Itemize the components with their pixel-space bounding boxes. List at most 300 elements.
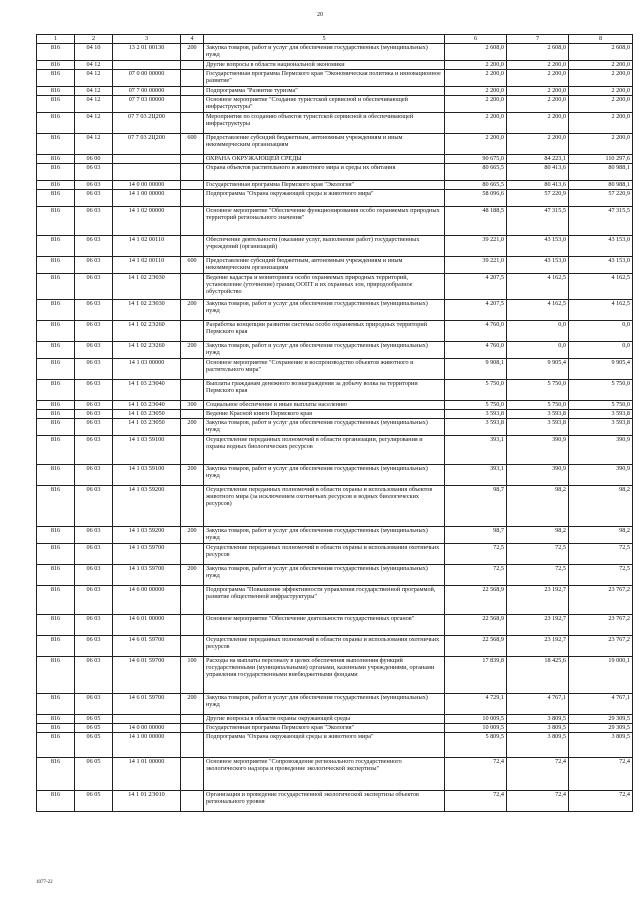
amount-year2-cell: 2 200,0 bbox=[507, 96, 569, 113]
amount-year1-cell: 2 608,0 bbox=[445, 44, 507, 61]
amount-year3-cell: 2 200,0 bbox=[569, 96, 633, 113]
budget-table bbox=[36, 34, 633, 812]
amount-year1-cell: 9 908,1 bbox=[445, 359, 507, 380]
expense-type-cell: 600 bbox=[181, 257, 204, 274]
gov-code-cell: 816 bbox=[37, 733, 75, 758]
amount-year2-cell: 4 767,1 bbox=[507, 694, 569, 715]
target-article-cell: 14 6 01 59700 bbox=[113, 657, 181, 694]
section-cell: 06 03 bbox=[75, 615, 113, 636]
amount-year1-cell: 48 188,5 bbox=[445, 207, 507, 236]
target-article-cell: 14 1 00 00000 bbox=[113, 190, 181, 207]
expense-type-cell bbox=[181, 190, 204, 207]
gov-code-cell: 816 bbox=[37, 274, 75, 300]
amount-year3-cell: 19 000,1 bbox=[569, 657, 633, 694]
target-article-cell bbox=[113, 164, 181, 181]
amount-year1-cell: 2 200,0 bbox=[445, 96, 507, 113]
section-cell: 06 03 bbox=[75, 257, 113, 274]
description-cell: Подпрограмма "Развитие туризма" bbox=[204, 87, 445, 96]
table-row bbox=[37, 96, 633, 113]
target-article-cell: 14 1 03 59700 bbox=[113, 565, 181, 586]
table-row bbox=[37, 134, 633, 155]
target-article-cell: 14 1 03 59700 bbox=[113, 544, 181, 565]
table-row bbox=[37, 733, 633, 758]
amount-year2-cell: 0,0 bbox=[507, 342, 569, 359]
expense-type-cell: 200 bbox=[181, 465, 204, 486]
section-cell: 06 03 bbox=[75, 694, 113, 715]
amount-year3-cell: 3 809,5 bbox=[569, 733, 633, 758]
expense-type-cell bbox=[181, 544, 204, 565]
amount-year1-cell: 2 200,0 bbox=[445, 134, 507, 155]
table-row bbox=[37, 164, 633, 181]
target-article-cell: 14 1 03 59100 bbox=[113, 436, 181, 465]
gov-code-cell: 816 bbox=[37, 207, 75, 236]
description-cell: Закупка товаров, работ и услуг для обеспечения государственных (муниципальных) нужд bbox=[204, 527, 445, 544]
expense-type-cell: 200 bbox=[181, 565, 204, 586]
amount-year1-cell: 10 009,5 bbox=[445, 715, 507, 724]
amount-year3-cell: 110 297,6 bbox=[569, 155, 633, 164]
amount-year2-cell: 4 162,5 bbox=[507, 274, 569, 300]
description-cell: Основное мероприятие "Сохранение и воспроизводство объектов животного и растительного мира" bbox=[204, 359, 445, 380]
section-cell: 06 03 bbox=[75, 527, 113, 544]
table-header-row bbox=[37, 35, 633, 44]
table-row bbox=[37, 565, 633, 586]
table-row bbox=[37, 544, 633, 565]
amount-year3-cell: 3 593,8 bbox=[569, 410, 633, 419]
expense-type-cell bbox=[181, 791, 204, 812]
amount-year1-cell: 2 200,0 bbox=[445, 61, 507, 70]
section-cell: 06 03 bbox=[75, 586, 113, 615]
target-article-cell: 14 1 01 2Э010 bbox=[113, 791, 181, 812]
gov-code-cell: 816 bbox=[37, 791, 75, 812]
description-cell: Осуществление переданных полномочий в области охраны и использования охотничьих ресурсов bbox=[204, 636, 445, 657]
section-cell: 06 03 bbox=[75, 401, 113, 410]
expense-type-cell: 200 bbox=[181, 694, 204, 715]
description-cell: Государственная программа Пермского края "Экономическая политика и инновационное развитие" bbox=[204, 70, 445, 87]
target-article-cell: 13 2 01 00130 bbox=[113, 44, 181, 61]
amount-year1-cell: 72,5 bbox=[445, 565, 507, 586]
table-row bbox=[37, 715, 633, 724]
amount-year3-cell: 2 200,0 bbox=[569, 87, 633, 96]
section-cell: 06 00 bbox=[75, 155, 113, 164]
amount-year2-cell: 9 905,4 bbox=[507, 359, 569, 380]
table-row bbox=[37, 758, 633, 791]
gov-code-cell: 816 bbox=[37, 359, 75, 380]
table-row bbox=[37, 61, 633, 70]
target-article-cell: 14 6 00 00000 bbox=[113, 586, 181, 615]
page-number: 20 bbox=[317, 12, 323, 18]
amount-year3-cell: 5 750,0 bbox=[569, 401, 633, 410]
amount-year3-cell: 0,0 bbox=[569, 321, 633, 342]
description-cell: Закупка товаров, работ и услуг для обеспечения государственных (муниципальных) нужд bbox=[204, 694, 445, 715]
gov-code-cell: 816 bbox=[37, 615, 75, 636]
amount-year2-cell: 98,2 bbox=[507, 486, 569, 527]
gov-code-cell: 816 bbox=[37, 436, 75, 465]
amount-year2-cell: 23 192,7 bbox=[507, 586, 569, 615]
amount-year1-cell: 5 750,0 bbox=[445, 380, 507, 401]
amount-year1-cell: 90 675,0 bbox=[445, 155, 507, 164]
section-cell: 06 03 bbox=[75, 236, 113, 257]
description-cell: Подпрограмма "Охрана окружающей среды и животного мира" bbox=[204, 733, 445, 758]
amount-year2-cell: 2 200,0 bbox=[507, 134, 569, 155]
amount-year2-cell: 98,2 bbox=[507, 527, 569, 544]
gov-code-cell: 816 bbox=[37, 155, 75, 164]
section-cell: 04 10 bbox=[75, 44, 113, 61]
column-header-6: 6 bbox=[445, 35, 507, 44]
target-article-cell: 14 1 02 00110 bbox=[113, 236, 181, 257]
table-row bbox=[37, 87, 633, 96]
target-article-cell: 14 1 03 59200 bbox=[113, 486, 181, 527]
gov-code-cell: 816 bbox=[37, 465, 75, 486]
amount-year2-cell: 72,5 bbox=[507, 565, 569, 586]
description-cell: Обеспечение деятельности (оказание услуг, выполнение работ) государственных учреждений (организаций) bbox=[204, 236, 445, 257]
amount-year2-cell: 80 413,6 bbox=[507, 164, 569, 181]
table-row bbox=[37, 615, 633, 636]
description-cell: Государственная программа Пермского края "Экология" bbox=[204, 181, 445, 190]
table-row bbox=[37, 44, 633, 61]
gov-code-cell: 816 bbox=[37, 164, 75, 181]
amount-year2-cell: 3 809,5 bbox=[507, 715, 569, 724]
description-cell: Другие вопросы в области национальной экономики bbox=[204, 61, 445, 70]
section-cell: 06 03 bbox=[75, 164, 113, 181]
description-cell: Мероприятия по созданию объектов туристской сервисной и обеспечивающей инфраструктуры bbox=[204, 113, 445, 134]
expense-type-cell bbox=[181, 155, 204, 164]
section-cell: 04 12 bbox=[75, 70, 113, 87]
amount-year1-cell: 22 568,9 bbox=[445, 615, 507, 636]
amount-year3-cell: 80 988,1 bbox=[569, 181, 633, 190]
expense-type-cell bbox=[181, 87, 204, 96]
target-article-cell: 14 1 00 00000 bbox=[113, 733, 181, 758]
section-cell: 06 03 bbox=[75, 181, 113, 190]
description-cell: Расходы на выплаты персоналу в целях обеспечения выполнения функций государственными (муниципальными) органами, казенными учреждениями, органами управления государственными внебюджетными фондами bbox=[204, 657, 445, 694]
amount-year1-cell: 5 809,5 bbox=[445, 733, 507, 758]
amount-year2-cell: 2 200,0 bbox=[507, 87, 569, 96]
table-row bbox=[37, 380, 633, 401]
gov-code-cell: 816 bbox=[37, 257, 75, 274]
amount-year3-cell: 98,2 bbox=[569, 527, 633, 544]
amount-year3-cell: 4 162,5 bbox=[569, 274, 633, 300]
gov-code-cell: 816 bbox=[37, 758, 75, 791]
amount-year2-cell: 57 220,9 bbox=[507, 190, 569, 207]
gov-code-cell: 816 bbox=[37, 401, 75, 410]
amount-year1-cell: 393,1 bbox=[445, 436, 507, 465]
table-row bbox=[37, 586, 633, 615]
expense-type-cell bbox=[181, 321, 204, 342]
section-cell: 06 03 bbox=[75, 190, 113, 207]
amount-year2-cell: 72,4 bbox=[507, 791, 569, 812]
target-article-cell: 14 1 02 2Э260 bbox=[113, 342, 181, 359]
amount-year1-cell: 3 593,8 bbox=[445, 419, 507, 436]
section-cell: 06 03 bbox=[75, 657, 113, 694]
description-cell: Другие вопросы в области охраны окружающей среды bbox=[204, 715, 445, 724]
gov-code-cell: 816 bbox=[37, 134, 75, 155]
amount-year2-cell: 84 223,1 bbox=[507, 155, 569, 164]
expense-type-cell bbox=[181, 164, 204, 181]
target-article-cell: 14 6 01 59700 bbox=[113, 636, 181, 657]
description-cell: Предоставление субсидий бюджетным, автономным учреждениям и иным некоммерческим организациям bbox=[204, 257, 445, 274]
amount-year2-cell: 23 192,7 bbox=[507, 615, 569, 636]
section-cell: 06 05 bbox=[75, 715, 113, 724]
expense-type-cell: 600 bbox=[181, 134, 204, 155]
amount-year2-cell: 72,5 bbox=[507, 544, 569, 565]
table-row bbox=[37, 181, 633, 190]
table-row bbox=[37, 527, 633, 544]
amount-year3-cell: 23 767,2 bbox=[569, 636, 633, 657]
amount-year1-cell: 4 207,5 bbox=[445, 300, 507, 321]
amount-year1-cell: 4 760,0 bbox=[445, 321, 507, 342]
section-cell: 06 03 bbox=[75, 465, 113, 486]
amount-year3-cell: 23 767,2 bbox=[569, 615, 633, 636]
amount-year1-cell: 4 207,5 bbox=[445, 274, 507, 300]
table-row bbox=[37, 465, 633, 486]
amount-year3-cell: 43 153,0 bbox=[569, 236, 633, 257]
target-article-cell: 14 1 03 2Э040 bbox=[113, 380, 181, 401]
gov-code-cell: 816 bbox=[37, 236, 75, 257]
amount-year2-cell: 3 593,8 bbox=[507, 419, 569, 436]
amount-year2-cell: 0,0 bbox=[507, 321, 569, 342]
section-cell: 06 03 bbox=[75, 436, 113, 465]
expense-type-cell bbox=[181, 715, 204, 724]
amount-year3-cell: 2 200,0 bbox=[569, 70, 633, 87]
amount-year3-cell: 43 153,0 bbox=[569, 257, 633, 274]
gov-code-cell: 816 bbox=[37, 486, 75, 527]
amount-year3-cell: 2 200,0 bbox=[569, 113, 633, 134]
amount-year1-cell: 17 839,8 bbox=[445, 657, 507, 694]
expense-type-cell bbox=[181, 70, 204, 87]
section-cell: 06 05 bbox=[75, 791, 113, 812]
section-cell: 06 03 bbox=[75, 636, 113, 657]
table-row bbox=[37, 486, 633, 527]
column-header-5: 5 bbox=[204, 35, 445, 44]
table-row bbox=[37, 791, 633, 812]
description-cell: Ведение кадастра и мониторинга особо охраняемых природных территорий, установление (уточнение) границ ООПТ и их охранных зон, природообразное обустройство bbox=[204, 274, 445, 300]
table-row bbox=[37, 359, 633, 380]
amount-year3-cell: 4 767,1 bbox=[569, 694, 633, 715]
gov-code-cell: 816 bbox=[37, 657, 75, 694]
description-cell: Подпрограмма "Охрана окружающей среды и животного мира" bbox=[204, 190, 445, 207]
gov-code-cell: 816 bbox=[37, 724, 75, 733]
amount-year2-cell: 72,4 bbox=[507, 758, 569, 791]
expense-type-cell bbox=[181, 615, 204, 636]
target-article-cell: 14 1 03 2Э040 bbox=[113, 401, 181, 410]
amount-year2-cell: 3 593,8 bbox=[507, 410, 569, 419]
table-row bbox=[37, 236, 633, 257]
expense-type-cell bbox=[181, 436, 204, 465]
description-cell: Закупка товаров, работ и услуг для обеспечения государственных (муниципальных) нужд bbox=[204, 465, 445, 486]
gov-code-cell: 816 bbox=[37, 44, 75, 61]
column-header-4: 4 bbox=[181, 35, 204, 44]
target-article-cell: 14 1 02 2Э030 bbox=[113, 300, 181, 321]
amount-year3-cell: 2 200,0 bbox=[569, 134, 633, 155]
description-cell: Осуществление переданных полномочий в области охраны и использования объектов животного мира (за исключением охотничьих ресурсов и водных биологических ресурсов) bbox=[204, 486, 445, 527]
target-article-cell: 07 7 03 00000 bbox=[113, 96, 181, 113]
target-article-cell: 14 6 01 00000 bbox=[113, 615, 181, 636]
description-cell: Подпрограмма "Повышение эффективности управления государственной программой, развитие общественной инфраструктуры" bbox=[204, 586, 445, 615]
expense-type-cell bbox=[181, 380, 204, 401]
description-cell: Предоставление субсидий бюджетным, автономным учреждениям и иным некоммерческим организациям bbox=[204, 134, 445, 155]
description-cell: Основное мероприятие "Обеспечение деятельности государственных органов" bbox=[204, 615, 445, 636]
amount-year3-cell: 57 220,9 bbox=[569, 190, 633, 207]
gov-code-cell: 816 bbox=[37, 342, 75, 359]
table-row bbox=[37, 342, 633, 359]
description-cell: Основное мероприятие "Создание туристской сервисной и обеспечивающей инфраструктуры" bbox=[204, 96, 445, 113]
description-cell: Закупка товаров, работ и услуг для обеспечения государственных (муниципальных) нужд bbox=[204, 44, 445, 61]
target-article-cell: 14 1 03 00000 bbox=[113, 359, 181, 380]
target-article-cell: 14 1 01 00000 bbox=[113, 758, 181, 791]
gov-code-cell: 816 bbox=[37, 321, 75, 342]
table-row bbox=[37, 401, 633, 410]
expense-type-cell: 200 bbox=[181, 44, 204, 61]
amount-year3-cell: 9 905,4 bbox=[569, 359, 633, 380]
section-cell: 06 03 bbox=[75, 321, 113, 342]
target-article-cell: 14 1 03 2Э050 bbox=[113, 419, 181, 436]
amount-year3-cell: 2 608,0 bbox=[569, 44, 633, 61]
table-body bbox=[37, 44, 633, 812]
target-article-cell: 14 1 02 00000 bbox=[113, 207, 181, 236]
gov-code-cell: 816 bbox=[37, 70, 75, 87]
section-cell: 06 03 bbox=[75, 359, 113, 380]
target-article-cell: 14 6 01 59700 bbox=[113, 694, 181, 715]
amount-year3-cell: 72,4 bbox=[569, 758, 633, 791]
amount-year2-cell: 390,9 bbox=[507, 436, 569, 465]
amount-year3-cell: 72,5 bbox=[569, 565, 633, 586]
table-row bbox=[37, 300, 633, 321]
gov-code-cell: 816 bbox=[37, 636, 75, 657]
amount-year1-cell: 4 729,1 bbox=[445, 694, 507, 715]
amount-year2-cell: 3 809,5 bbox=[507, 733, 569, 758]
gov-code-cell: 816 bbox=[37, 586, 75, 615]
expense-type-cell: 200 bbox=[181, 300, 204, 321]
amount-year2-cell: 3 809,5 bbox=[507, 724, 569, 733]
expense-type-cell bbox=[181, 410, 204, 419]
target-article-cell bbox=[113, 61, 181, 70]
amount-year3-cell: 23 767,2 bbox=[569, 586, 633, 615]
target-article-cell bbox=[113, 715, 181, 724]
amount-year3-cell: 3 593,8 bbox=[569, 419, 633, 436]
description-cell: Закупка товаров, работ и услуг для обеспечения государственных (муниципальных) нужд bbox=[204, 565, 445, 586]
amount-year2-cell: 4 162,5 bbox=[507, 300, 569, 321]
target-article-cell: 07 7 00 00000 bbox=[113, 87, 181, 96]
target-article-cell: 07 7 03 2Ц200 bbox=[113, 134, 181, 155]
amount-year2-cell: 43 153,0 bbox=[507, 257, 569, 274]
gov-code-cell: 816 bbox=[37, 61, 75, 70]
amount-year1-cell: 5 750,0 bbox=[445, 401, 507, 410]
amount-year1-cell: 58 096,6 bbox=[445, 190, 507, 207]
expense-type-cell bbox=[181, 274, 204, 300]
expense-type-cell bbox=[181, 486, 204, 527]
section-cell: 04 12 bbox=[75, 87, 113, 96]
section-cell: 06 03 bbox=[75, 419, 113, 436]
description-cell: Закупка товаров, работ и услуг для обеспечения государственных (муниципальных) нужд bbox=[204, 342, 445, 359]
section-cell: 06 03 bbox=[75, 380, 113, 401]
description-cell: Осуществление переданных полномочий в области организации, регулирования и охраны водных биологических ресурсов bbox=[204, 436, 445, 465]
section-cell: 06 03 bbox=[75, 342, 113, 359]
table-row bbox=[37, 207, 633, 236]
expense-type-cell: 100 bbox=[181, 657, 204, 694]
section-cell: 06 03 bbox=[75, 207, 113, 236]
section-cell: 04 12 bbox=[75, 134, 113, 155]
amount-year1-cell: 72,4 bbox=[445, 758, 507, 791]
amount-year1-cell: 80 665,5 bbox=[445, 164, 507, 181]
amount-year3-cell: 80 988,1 bbox=[569, 164, 633, 181]
gov-code-cell: 816 bbox=[37, 565, 75, 586]
target-article-cell: 07 7 03 2Ц200 bbox=[113, 113, 181, 134]
amount-year2-cell: 5 750,0 bbox=[507, 380, 569, 401]
gov-code-cell: 816 bbox=[37, 694, 75, 715]
section-cell: 04 12 bbox=[75, 96, 113, 113]
amount-year3-cell: 29 309,5 bbox=[569, 724, 633, 733]
gov-code-cell: 816 bbox=[37, 419, 75, 436]
amount-year1-cell: 98,7 bbox=[445, 527, 507, 544]
table-row bbox=[37, 419, 633, 436]
target-article-cell: 07 0 00 00000 bbox=[113, 70, 181, 87]
table-row bbox=[37, 321, 633, 342]
description-cell: Охрана объектов растительного и животного мира и среды их обитания bbox=[204, 164, 445, 181]
target-article-cell: 14 1 03 59200 bbox=[113, 527, 181, 544]
expense-type-cell bbox=[181, 96, 204, 113]
amount-year1-cell: 80 665,5 bbox=[445, 181, 507, 190]
gov-code-cell: 816 bbox=[37, 96, 75, 113]
column-header-3: 3 bbox=[113, 35, 181, 44]
amount-year2-cell: 5 750,0 bbox=[507, 401, 569, 410]
description-cell: Осуществление переданных полномочий в области охраны и использования охотничьих ресурсов bbox=[204, 544, 445, 565]
expense-type-cell bbox=[181, 181, 204, 190]
amount-year2-cell: 2 200,0 bbox=[507, 70, 569, 87]
table-row bbox=[37, 657, 633, 694]
table-row bbox=[37, 113, 633, 134]
gov-code-cell: 816 bbox=[37, 181, 75, 190]
target-article-cell: 14 1 03 2Э050 bbox=[113, 410, 181, 419]
amount-year3-cell: 47 315,5 bbox=[569, 207, 633, 236]
section-cell: 06 03 bbox=[75, 274, 113, 300]
expense-type-cell bbox=[181, 236, 204, 257]
amount-year2-cell: 2 608,0 bbox=[507, 44, 569, 61]
table-row bbox=[37, 436, 633, 465]
amount-year3-cell: 2 200,0 bbox=[569, 61, 633, 70]
expense-type-cell: 200 bbox=[181, 527, 204, 544]
section-cell: 06 05 bbox=[75, 733, 113, 758]
expense-type-cell bbox=[181, 724, 204, 733]
table-row bbox=[37, 694, 633, 715]
amount-year2-cell: 47 315,5 bbox=[507, 207, 569, 236]
amount-year1-cell: 10 009,5 bbox=[445, 724, 507, 733]
gov-code-cell: 816 bbox=[37, 190, 75, 207]
column-header-7: 7 bbox=[507, 35, 569, 44]
expense-type-cell bbox=[181, 636, 204, 657]
table-row bbox=[37, 724, 633, 733]
amount-year2-cell: 390,9 bbox=[507, 465, 569, 486]
description-cell: Закупка товаров, работ и услуг для обеспечения государственных (муниципальных) нужд bbox=[204, 300, 445, 321]
expense-type-cell: 200 bbox=[181, 342, 204, 359]
amount-year3-cell: 0,0 bbox=[569, 342, 633, 359]
amount-year1-cell: 39 221,0 bbox=[445, 257, 507, 274]
section-cell: 04 12 bbox=[75, 61, 113, 70]
section-cell: 06 05 bbox=[75, 724, 113, 733]
section-cell: 06 03 bbox=[75, 544, 113, 565]
amount-year3-cell: 390,9 bbox=[569, 436, 633, 465]
section-cell: 06 03 bbox=[75, 410, 113, 419]
target-article-cell: 14 1 02 00110 bbox=[113, 257, 181, 274]
target-article-cell: 14 1 02 2Э030 bbox=[113, 274, 181, 300]
amount-year2-cell: 18 425,6 bbox=[507, 657, 569, 694]
amount-year1-cell: 393,1 bbox=[445, 465, 507, 486]
expense-type-cell: 200 bbox=[181, 419, 204, 436]
expense-type-cell bbox=[181, 207, 204, 236]
expense-type-cell bbox=[181, 113, 204, 134]
amount-year1-cell: 2 200,0 bbox=[445, 87, 507, 96]
section-cell: 04 12 bbox=[75, 113, 113, 134]
amount-year1-cell: 98,7 bbox=[445, 486, 507, 527]
target-article-cell: 14 1 03 59100 bbox=[113, 465, 181, 486]
